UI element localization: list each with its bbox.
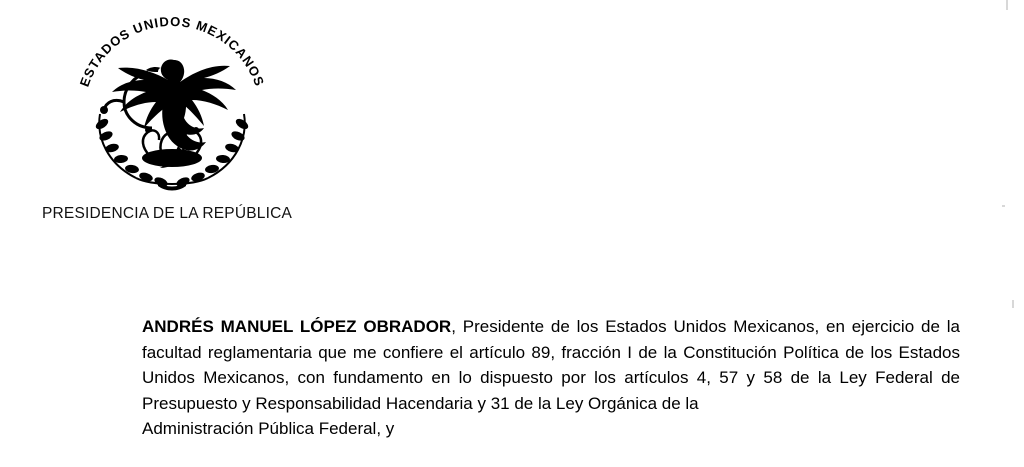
scan-artifact (1012, 300, 1014, 308)
paragraph-text: , Presidente de los Estados Unidos Mexicanos, en ejercicio de la facultad reglamentaria que me confiere el artículo 89, fracción I de la Constitución Política de los Estados Unidos Mexicanos, con fundamento en lo dispuesto por los artículos 4, 57 y 58 de la Ley Federal de Presupuesto y Responsabilidad Hacendaria y 31 de la Ley Orgánica de la (142, 317, 960, 413)
svg-text:ESTADOS UNIDOS MEXICANOS: ESTADOS UNIDOS MEXICANOS (76, 13, 268, 89)
scan-artifact (1002, 205, 1005, 207)
document-body (142, 314, 960, 442)
scan-artifact (1006, 0, 1008, 10)
paragraph-last-line: Administración Pública Federal, y (142, 419, 395, 438)
mexican-coat-of-arms-icon (62, 6, 282, 191)
signatory-name: ANDRÉS MANUEL LÓPEZ OBRADOR (142, 317, 452, 336)
presidency-header-caption: PRESIDENCIA DE LA REPÚBLICA (42, 205, 293, 222)
decree-paragraph (142, 314, 960, 442)
